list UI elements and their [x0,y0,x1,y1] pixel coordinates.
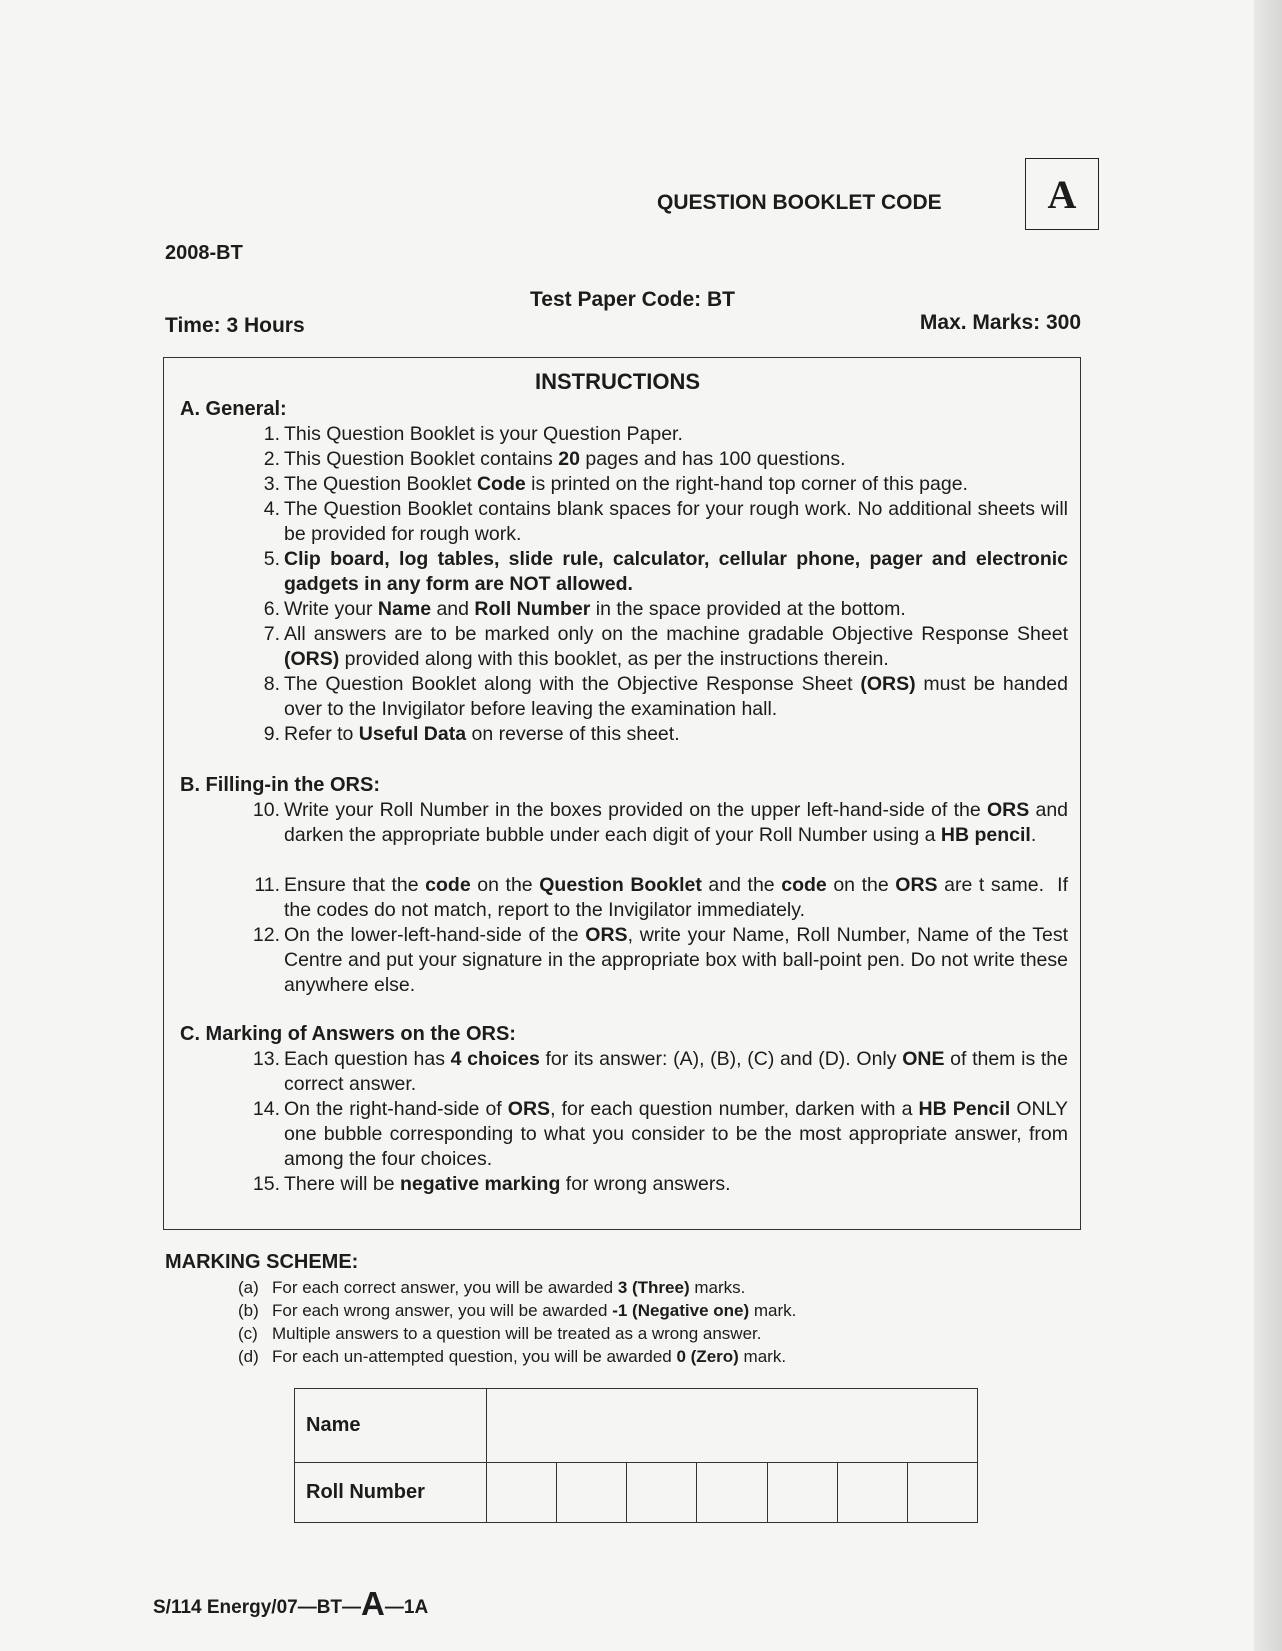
instruction-item: 6. Write your Name and Roll Number in the space provided at the bottom. [263,598,906,620]
name-label: Name [295,1389,487,1463]
exam-time: Time: 3 Hours [165,314,305,337]
marking-scheme-item: (b) For each wrong answer, you will be awarded -1 (Negative one) mark. [238,1301,797,1320]
marking-scheme-title: MARKING SCHEME: [165,1251,359,1273]
roll-number-digit-box[interactable] [487,1463,557,1523]
section-marking-heading: C. Marking of Answers on the ORS: [180,1023,516,1045]
instruction-item: 9. Refer to Useful Data on reverse of this sheet. [263,723,680,745]
section-ors-heading: B. Filling-in the ORS: [180,774,380,796]
booklet-code-box: A [1025,158,1099,230]
instruction-item: 2. This Question Booklet contains 20 pages and has 100 questions. [263,448,846,470]
booklet-code-label: QUESTION BOOKLET CODE [657,191,942,214]
roll-number-digit-box[interactable] [627,1463,697,1523]
instruction-item: 14. On the right-hand-side of ORS, for each question number, darken with a HB Pencil ONLY one bubble corresponding to what you consider to be the most appropriate answer, from among the four choices. [252,1098,1068,1170]
instruction-item: 3. The Question Booklet Code is printed on the right-hand top corner of this page. [263,473,968,495]
marking-scheme-item: (c) Multiple answers to a question will be treated as a wrong answer. [238,1324,762,1343]
name-field[interactable] [487,1389,978,1463]
roll-number-digit-box[interactable] [767,1463,837,1523]
instruction-item: 4. The Question Booklet contains blank spaces for your rough work. No additional sheets will be provided for rough work. [263,498,1068,545]
candidate-details-table [294,1388,978,1523]
instruction-item: 12. On the lower-left-hand-side of the ORS, write your Name, Roll Number, Name of the Test Centre and put your signature in the appropriate box with ball-point pen. Do not write these anywhere else. [252,924,1068,996]
instruction-item: 11. Ensure that the code on the Question Booklet and the code on the ORS are t same. If the codes do not match, report to the Invigilator immediately. [254,874,1068,921]
footer-booklet-code: A [361,1585,385,1622]
instructions-title: INSTRUCTIONS [535,369,700,394]
year-code: 2008-BT [165,242,243,264]
roll-number-digit-box[interactable] [907,1463,977,1523]
footer-code: S/114 Energy/07—BT—A—1A [153,1585,429,1622]
instruction-item: 15. There will be negative marking for wrong answers. [252,1173,731,1195]
roll-number-label: Roll Number [295,1463,487,1523]
max-marks: Max. Marks: 300 [919,311,1081,334]
instruction-item: 13. Each question has 4 choices for its answer: (A), (B), (C) and (D). Only ONE of them is the correct answer. [252,1048,1068,1095]
roll-number-digit-box[interactable] [837,1463,907,1523]
marking-scheme-item: (a) For each correct answer, you will be awarded 3 (Three) marks. [238,1278,746,1297]
instruction-item: 10. Write your Roll Number in the boxes provided on the upper left-hand-side of the ORS and darken the appropriate bubble under each digit of your Roll Number using a HB pencil. [252,799,1069,846]
instruction-item: 7. All answers are to be marked only on the machine gradable Objective Response Sheet (ORS) provided along with this booklet, as per the instructions therein. [263,623,1068,670]
instruction-item: 8. The Question Booklet along with the Objective Response Sheet (ORS) must be handed over to the Invigilator before leaving the examination hall. [263,673,1068,720]
test-paper-code: Test Paper Code: BT [530,288,735,311]
section-general-heading: A. General: [180,398,287,420]
roll-number-digit-box[interactable] [557,1463,627,1523]
instruction-item: 5. Clip board, log tables, slide rule, calculator, cellular phone, pager and electronic gadgets in any form are NOT allowed. [263,548,1068,595]
instruction-item: 1. This Question Booklet is your Question Paper. [263,423,683,445]
marking-scheme-item: (d) For each un-attempted question, you will be awarded 0 (Zero) mark. [238,1347,787,1366]
roll-number-digit-box[interactable] [697,1463,767,1523]
